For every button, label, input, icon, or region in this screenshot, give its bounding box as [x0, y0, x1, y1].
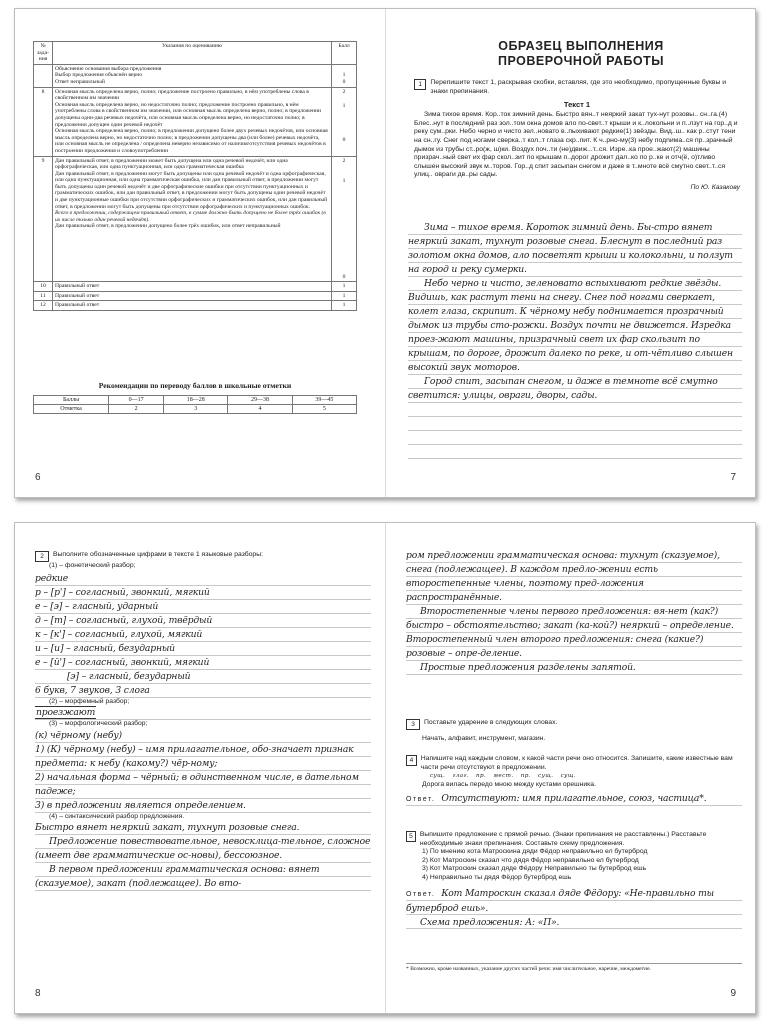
- criteria-table: [33, 41, 357, 311]
- grade-cell: 2: [109, 405, 164, 414]
- task-2-prompt: [35, 551, 371, 562]
- criterion-text: Правильный ответ: [53, 282, 332, 292]
- morphological-analysis: [35, 729, 371, 813]
- heading-line: ПРОВЕРОЧНОЙ РАБОТЫ: [498, 54, 664, 68]
- page-number: 6: [35, 472, 41, 483]
- part-of-speech-labels: сущ. глаг. пр. мест. пр. сущ. сущ.: [430, 773, 576, 780]
- answer-label: Ответ.: [406, 795, 436, 803]
- task-number-box: 5: [406, 831, 416, 842]
- task-instruction: Напишите над каждым словом, к какой части речи оно относится. Запишите, какие известные вам части речи отсутствуют в предложении.: [420, 755, 733, 771]
- table-row: [34, 282, 357, 292]
- handwritten-line: редкие: [35, 572, 69, 584]
- text-title: Текст 1: [563, 100, 591, 110]
- page-6: [15, 9, 385, 497]
- table-row: [34, 301, 357, 311]
- grade-cell: 39—45: [292, 396, 356, 405]
- handwritten-paragraph: Небо черно и чисто, зеленовато вспыхивают редкие звёзды. Видишь, как растут тени на снегу. Снег под ногами сверкает, колет глаза, скрипит. К чёрному небу поднимается прозрачный дымок из трубы сто-рожки. Воздух почти не движется. Изредка проез-жают машины, призрачный свет их фар скользит по крышам, по дороге, дрожит далеко по реке, и от-чётливо слышен высокий звук моторов.: [408, 278, 733, 373]
- subtask-label: (3) – морфологический разбор;: [49, 720, 148, 728]
- handwritten-line: (к) чёрному (небу): [35, 729, 122, 741]
- handwritten-line: р – [р'] – согласный, звонкий, мягкий: [35, 586, 210, 598]
- subtask-label: (4) – синтаксический разбор предложения.: [49, 812, 185, 820]
- answer-label: Ответ.: [406, 890, 436, 898]
- points-value: 1: [332, 301, 357, 311]
- criterion-text: Ответ неправильный: [55, 78, 105, 85]
- header-points: Балл: [332, 42, 357, 65]
- criterion-text: Основная мысль определена верно, полно; предложение построено правильно, в нём употреблены слова в свойственном им значении: [55, 88, 309, 102]
- criteria-cell: [53, 87, 332, 156]
- points-value: 1: [332, 282, 357, 292]
- task-3-prompt: [406, 719, 742, 730]
- task-2: [35, 551, 371, 891]
- table-row: [34, 87, 357, 156]
- task-number: 8: [34, 87, 53, 156]
- handwritten-line: [э] – гласный, безударный: [67, 670, 191, 682]
- criteria-cell: [53, 64, 332, 87]
- grade-cell: 29—38: [228, 396, 292, 405]
- table-row: [34, 64, 357, 87]
- handwritten-answer: [408, 221, 742, 469]
- morpheme-word: проезжают: [36, 707, 96, 719]
- grade-row-points: [34, 396, 357, 405]
- handwritten-line: е – [й'] – согласный, звонкий, мягкий: [35, 656, 210, 668]
- table-row: [34, 156, 357, 282]
- task-instruction: Перепишите текст 1, раскрывая скобки, вставляя, где это необходимо, пропущенные буквы и знаки препинания.: [430, 79, 727, 95]
- task-number-box: 1: [414, 79, 426, 90]
- task-4-prompt: [406, 755, 742, 772]
- task-1: [414, 79, 740, 192]
- header-instructions: Указания по оцениванию: [53, 42, 332, 65]
- grade-cell: 4: [228, 405, 292, 414]
- task-number: [34, 64, 53, 87]
- page-number: 7: [730, 472, 736, 483]
- handwritten-line: ром предложении грамматическая основа: тухнут (сказуемое), снега (подлежащее). В каждом предло-жении есть второстепенные члены, поэтому пред-ложения распространённые.: [406, 550, 720, 603]
- points-cell: [332, 156, 357, 282]
- subtask-label: (2) – морфемный разбор;: [49, 697, 130, 705]
- points-value: 0: [342, 78, 346, 85]
- criterion-text: Правильный ответ: [53, 291, 332, 301]
- handwritten-line: Быстро вянет неяркий закат, тухнут розовые снега.: [35, 822, 300, 834]
- handwritten-paragraph: Город спит, засыпан снегом, и даже в темноте всё смутно светится: улицы, овраги, дворы, сады.: [408, 376, 718, 401]
- heading-line: ОБРАЗЕЦ ВЫПОЛНЕНИЯ: [498, 39, 664, 53]
- handwritten-line: Простые предложения разделены запятой.: [420, 662, 636, 673]
- task-5-answer: [406, 887, 742, 930]
- grade-table-title: Рекомендации по переводу баллов в школьные отметки: [98, 381, 292, 390]
- grade-conversion-table: [33, 395, 357, 414]
- handwritten-line: Второстепенные члены первого предложения: вя-нет (как?) быстро – обстоятельство; закат (ка-кой?) неяркий – определение. Второстепенный член второго предложения: снега (какие?) розовые – опре-деление.: [406, 606, 734, 659]
- task-5-prompt: [406, 831, 742, 848]
- list-item: 3) Кот Матроскин сказал дяде Фёдору Неправильно ты бутерброд ешь: [422, 865, 647, 873]
- handwritten-line: д – [т] – согласный, глухой, твёрдый: [35, 614, 213, 626]
- criterion-text: Объяснение основания выбора предложения: [55, 65, 162, 72]
- criterion-note: Всего в предложении, содержащем правильный ответ, в сумме должно быть допущено не более трёх ошибок (в их числе только один речевой недочёт).: [55, 210, 326, 223]
- page-9: [385, 523, 756, 1013]
- task-instruction: Поставьте ударение в следующих словах.: [424, 719, 558, 726]
- task-instruction: Выполните обозначенные цифрами в тексте 1 языковые разборы:: [53, 551, 263, 558]
- grade-cell: 0—17: [109, 396, 164, 405]
- task-number-box: 4: [406, 755, 417, 766]
- grade-cell: 5: [292, 405, 356, 414]
- points-value: 2: [342, 88, 346, 95]
- source-text: Зима тихое время. Кор..ток зимний день. Быстро вян..т неяркий закат тух-нут розовы.. сн..га.(4) Блес..нут в последний раз зол..том окна домов ало по-свет..т крыши и к..локольни и п..лзут на гор..д и реку сум..рки. Небо черно и чисто зел..новато в..пыхивают редкие(1) звёзды. Вид..ш.. как р..стут тени на сн..гу. Снег под ногами сверка..т кол..т глаза скр..пит. К ч..рно-му(3) небу подnимa..ся пр..зрачный дымок из трубы ст..ро(ж, ш)ки. Воздух поч..ти (не)движ...т..ся. Изре..ка прое..жают(2) машины призрач..ный свет их фар скол..зит по крышам п..дорог дрожит дал..ко по р..ке и отч(ё, о)тливо слышен высокий звук м..торов. Гор..д спит засыпан снегом и даже в т..мноте всё смутно свет..т..ся улиц.. овраги дв..ры сады.: [414, 111, 738, 179]
- criterion-text: Дан правильный ответ, в предложении может быть допущена или одна речевой недочёт, или одна орфографическая, или одна пунктуационная, или одна грамматическая ошибка: [55, 157, 288, 171]
- sentence-scheme: Схема предложения: А: «П».: [420, 916, 560, 928]
- points-value: 1: [342, 72, 346, 79]
- book-spread-top: [14, 8, 756, 498]
- header-task-number: № зада- ния: [34, 42, 53, 65]
- page-number: 8: [35, 988, 41, 999]
- syntax-analysis: [35, 821, 371, 891]
- footnote: * Возможно, кроме названных, указание других частей речи: имя числительное, наречие, междометие.: [406, 963, 742, 973]
- points-value: 1: [342, 102, 346, 109]
- points-value: [334, 66, 354, 73]
- criterion-text: Основная мысль определена верно, но недостаточно полно; предложение построено правильно, в нём употреблены слова в свойственном им значении, или основная мысль определена верно, полно; в предложении допущены один-два речевых недочёта, или основная мысль определена верно, но недостаточно полно; в предложении допущен один речевой недочёт: [55, 101, 321, 128]
- task-1-prompt: [414, 79, 740, 96]
- points-value: [334, 254, 354, 274]
- page-heading: [426, 39, 736, 69]
- list-item: 2) Кот Матроскин сказал что дядя Фёдор неправильно ел бутерброд: [422, 856, 639, 864]
- grade-cell: 18—28: [164, 396, 228, 405]
- page-7: [385, 9, 756, 497]
- task-number-box: 3: [406, 719, 420, 730]
- task-4-answer: [406, 792, 742, 807]
- criterion-text: Правильный ответ: [53, 301, 332, 311]
- task-5: [406, 831, 742, 930]
- handwritten-line: В первом предложении грамматическая основа: вянет (сказуемое), закат (подлежащее). Во вто-: [35, 864, 320, 890]
- answer-text: Отсутствуют: имя прилагательное, союз, частица*.: [441, 792, 707, 804]
- task-number: 12: [34, 301, 53, 311]
- handwritten-line: 3) в предложении является определением.: [35, 799, 246, 811]
- handwritten-line: е – [э] – гласный, ударный: [35, 600, 159, 612]
- page-number: 9: [730, 988, 736, 999]
- book-spread-bottom: [14, 522, 756, 1014]
- table-row: [34, 291, 357, 301]
- syntax-analysis-continued: [406, 549, 742, 675]
- list-item: 1) По мнению кота Матроскина дяди Фёдор неправильно ел бутерброд: [422, 848, 648, 856]
- points-value: 0: [342, 273, 346, 280]
- grade-cell: Баллы: [34, 396, 109, 405]
- subtask-label: (1) – фонетический разбор;: [49, 562, 136, 569]
- points-value: 2: [342, 157, 346, 164]
- text-author: По Ю. Казакову: [690, 183, 740, 191]
- morpheme-analysis: [35, 706, 371, 720]
- criterion-text: Выбор предложения объяснён верно: [55, 72, 143, 79]
- page-8: [15, 523, 385, 1013]
- answer-text: Кот Матроскин сказал дяде Фёдору: «Не-правильно ты бутерброд ешь».: [406, 887, 714, 914]
- task-sentence: Дорога вилась передо мною между кустами орешника.: [422, 781, 596, 789]
- task-4: [406, 755, 742, 807]
- criteria-header-row: [34, 42, 357, 65]
- points-cell: [332, 64, 357, 87]
- criterion-text: Дан правильный ответ, в предложении допущено более трёх ошибок, или ответ неправильный: [55, 223, 281, 230]
- handwritten-line: 1) (К) чёрному (небу) – имя прилагательное, обо-значает признак предмета: к небу (какому?) чёр-ному;: [35, 743, 354, 769]
- points-value: 0: [342, 136, 346, 143]
- grade-row-marks: [34, 405, 357, 414]
- criterion-text: Дан правильный ответ, в предложении могут быть допущены или одна речевой недочёт и одна орфографическая, или одна пунктуационная, или одна грамматическая ошибка, или дан правильный ответ, в предложении могут быть допущены один речевой недочёт и две орфографические ошибки при отсутствии пунктуационных и грамматических ошибок, или дан правильный ответ, в предложении могут быть допущены один речевой недочёт и две пунктуационные ошибки при отсутствии орфографических и грамматических ошибок, или дан правильный ответ, в предложении могут быть допущены при отсутствии орфографических и пунктуационных ошибок.: [55, 170, 328, 210]
- phonetic-analysis: [35, 572, 371, 698]
- list-item: 4) Неправильно ты дядя Фёдор бутерброд ешь: [422, 873, 572, 881]
- grade-cell: Отметка: [34, 405, 109, 414]
- handwritten-line: 6 букв, 7 звуков, 3 слога: [35, 684, 150, 696]
- task-number: 10: [34, 282, 53, 292]
- grade-cell: 3: [164, 405, 228, 414]
- handwritten-line: и – [и] – гласный, безударный: [35, 642, 175, 654]
- handwritten-line: Предложение повествовательное, невосклица-тельное, сложное (имеет две грамматические ос-новы), бессоюзное.: [35, 836, 371, 862]
- task-number-box: 2: [35, 551, 49, 562]
- task-words: Начать, алфавит, инструмент, магазин.: [422, 735, 546, 742]
- handwritten-line: к – [к'] – согласный, глухой, мягкий: [35, 628, 203, 640]
- points-value: 1: [342, 177, 346, 184]
- criterion-text: Основная мысль определена верно, полно; в предложении допущено более двух речевых недочётов, или основная мысль определена верно, но недостаточно полно; в предложении допущены два (или более) речевых недочёта, или основная мысль не определена / определена неверно независимо от наличия/отсутствия речевых недочётов в построении предложения и словоупотреблении: [55, 128, 328, 154]
- points-cell: [332, 87, 357, 156]
- task-instruction: Выпишите предложение с прямой речью. (Знаки препинания не расставлены.) Расставьте необходимые знаки препинания. Составьте схему предложения.: [419, 831, 707, 847]
- points-value: 1: [332, 291, 357, 301]
- task-number: 9: [34, 156, 53, 282]
- handwritten-paragraph: Зима – тихое время. Короток зимний день. Бы-стро вянет неяркий закат, тухнут розовые снега. Блеснут в последний раз золотом окна домов, ало посветят крыши и колокольни, и ползут на город и реку сумерки.: [408, 222, 733, 275]
- task-number: 11: [34, 291, 53, 301]
- criteria-cell: [53, 156, 332, 282]
- task-3: [406, 719, 742, 744]
- option-list: [422, 848, 742, 882]
- handwritten-line: 2) начальная форма – чёрный; в одинственном числе, в дательном падеже;: [35, 771, 359, 797]
